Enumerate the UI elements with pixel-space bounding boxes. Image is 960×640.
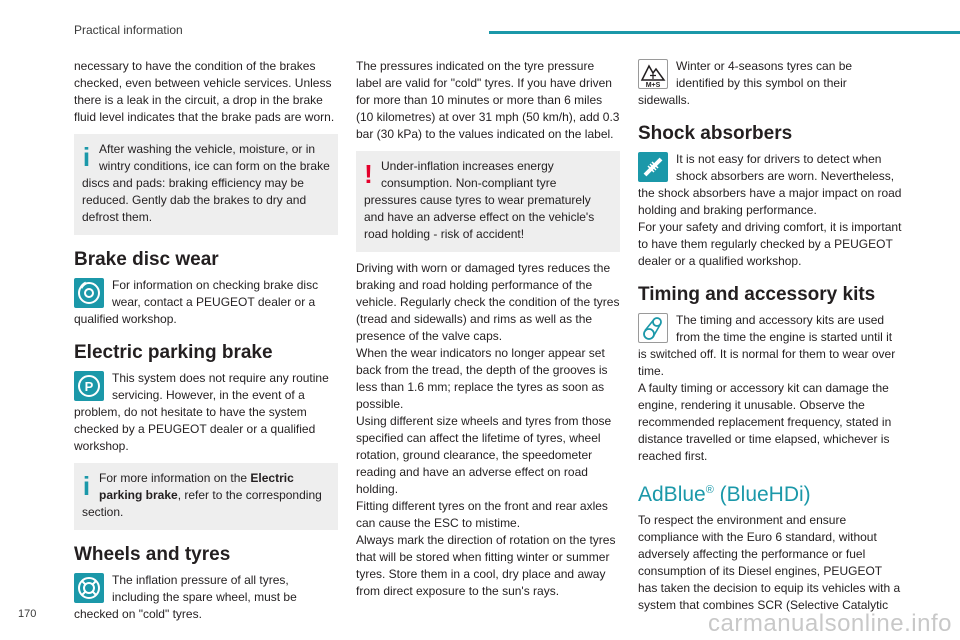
section-title-shock: Shock absorbers [638,123,793,144]
note-text-bold: Electric parking brake [99,471,294,502]
section-timing [638,312,902,465]
running-header: Practical information [74,23,183,37]
adblue-text: To respect the environment and ensure compliance with the Euro 6 standard, without adversely affecting the performance or fuel consumption of its Diesel engines, PEUGEOT has taken the decision to equip its vehicles with a system that combines SCR (Selective Catalytic [638,513,901,612]
paragraph-different-sizes: Using different size wheels and tyres from those specified can affect the lifetime of tyres, wheel rotation, ground clearance, the speedometer reading and have an adverse effect on road holding. [356,414,612,496]
adblue-registered: ® [705,484,714,496]
section-title-wheels: Wheels and tyres [74,544,231,565]
brake-disc-text: For information on checking brake disc wear, contact a PEUGEOT dealer or a qualified workshop. [74,278,319,326]
shock-text-2: For your safety and driving comfort, it is important to have them regularly checked by a PEUGEOT dealer or a qualified workshop. [638,220,902,268]
tyre-icon [74,573,104,603]
warning-icon: ! [364,159,373,189]
section-winter-tyres [638,58,902,109]
paragraph-pressures: The pressures indicated on the tyre pressure label are valid for "cold" tyres. If you have driven for more than 10 minutes or more than 6 miles (10 kilometres) at over 31 mph (50 km/h), add 0.3 bar (30 kPa) to the values indicated on the label. [356,59,620,141]
adblue-suffix: (BlueHDi) [713,483,811,506]
column-3 [638,58,902,614]
timing-text: The timing and accessory kits are used from the time the engine is started until it is switched off. It is normal for them to wear over time. [638,313,896,378]
header-accent-bar [489,31,960,34]
paragraph-storage: Always mark the direction of rotation on the tyres that will be stored when fitting winter or summer tyres. Store them in a cool, dry place and away from direct exposure to the sun's rays. [356,533,616,598]
info-icon: i [82,142,91,172]
section-title-timing: Timing and accessory kits [638,284,876,305]
epb-text: This system does not require any routine servicing. However, in the event of a problem, do not hesitate to have the system checked by a PEUGEOT dealer or a qualified workshop. [74,371,329,453]
adblue-title: AdBlue [638,483,706,506]
column-1 [74,58,338,623]
paragraph-esc: Fitting different tyres on the front and rear axles can cause the ESC to mistime. [356,499,608,530]
snowflake-mountain-icon [638,59,668,89]
shock-text: It is not easy for drivers to detect when shock absorbers are worn. Nevertheless, the shock absorbers have a major impact on road holding and braking performance. [638,152,902,217]
intro-paragraph: necessary to have the condition of the brakes checked, even between vehicle services. Unless there is a leak in the circuit, a drop in the brake fluid level indicates that the brake pads are worn. [74,59,335,124]
note-text: After washing the vehicle, moisture, or in wintry conditions, ice can form on the brake discs and pads: braking efficiency may be reduced. Gently dab the brakes to dry and defrost them. [82,142,330,224]
note-text-post: , refer to the corresponding section. [82,488,322,519]
timing-belt-icon [638,313,668,343]
watermark: carmanualsonline.info [708,610,952,637]
note-text-pre: For more information on the [99,471,251,485]
winter-tyres-text: Winter or 4-seasons tyres can be identified by this symbol on their sidewalls. [638,59,853,107]
section-brake-disc [74,277,338,328]
section-epb [74,370,338,455]
section-title-brake-disc: Brake disc wear [74,249,219,270]
section-title-epb: Electric parking brake [74,342,273,363]
brake-disc-icon [74,278,104,308]
svg-text:P: P [84,379,94,394]
page-number: 170 [18,608,37,620]
section-shock [638,151,902,270]
timing-text-2: A faulty timing or accessory kit can damage the engine, rendering it unusable. Observe the recommended replacement frequency, stated in distance travelled or time elapsed, whichever is reached first. [638,381,892,463]
paragraph-wear-indicators: When the wear indicators no longer appear set back from the tread, the depth of the grooves is less than 1.6 mm; replace the tyres as soon as possible. [356,346,608,411]
info-icon: i [82,471,91,501]
ms-label: M+S [645,82,661,88]
warning-note-underinflation [356,151,620,252]
section-wheels [74,572,338,623]
parking-brake-icon [74,371,104,401]
wheels-text: The inflation pressure of all tyres, including the spare wheel, must be checked on "cold" tyres. [74,573,297,621]
section-title-adblue [638,479,902,506]
info-note-epb [74,463,338,530]
shock-absorber-icon [638,152,668,182]
paragraph-worn-tyres: Driving with worn or damaged tyres reduces the braking and road holding performance of the vehicle. Regularly check the condition of the tyres (tread and sidewalls) and rims as well as the presence of the valve caps. [356,261,620,343]
warning-text: Under-inflation increases energy consumption. Non-compliant tyre pressures cause tyres to wear prematurely and have an adverse effect on the vehicle's road holding - risk of accident! [364,159,595,241]
column-2 [356,58,620,600]
info-note-washing [74,134,338,235]
